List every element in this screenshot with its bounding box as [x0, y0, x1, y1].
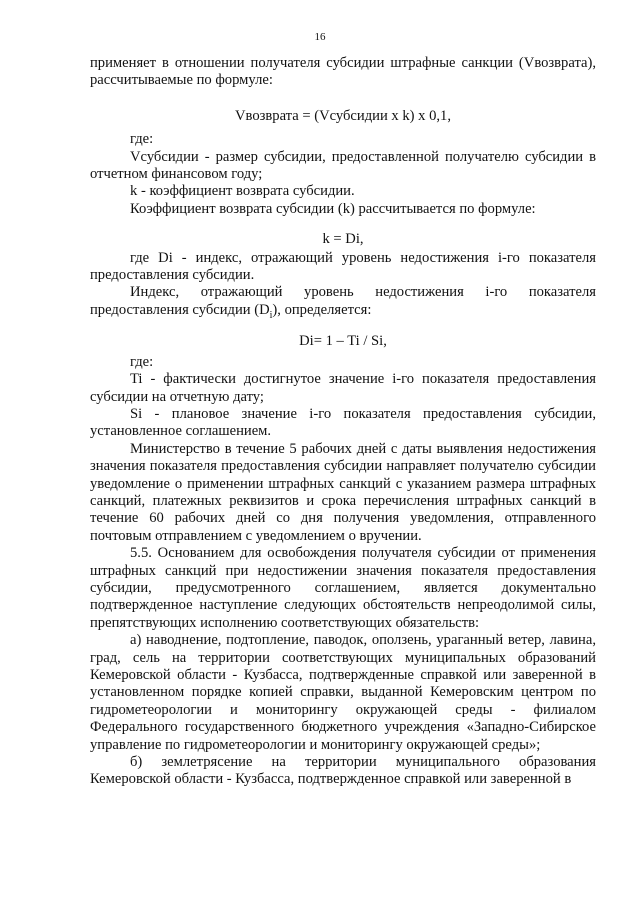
index-intro — [90, 284, 596, 319]
definition-k: k - коэффициент возврата субсидии. — [130, 183, 355, 200]
clause-5-5: 5.5. Основанием для освобождения получателя субсидии от применения штрафных санкций при недостижении значения показателя предоставления субсидии, предусмотренного соглашением, является документально подтвержденное наступление следующих обстоятельств непреодолимой силы, препятствующих исполнению соответствующих обязательств: — [90, 545, 596, 631]
document-body — [90, 55, 596, 789]
index-intro-tail: ), определяется: — [272, 301, 372, 318]
formula-return-amount: Vвозврата = (Vсубсидии x k) x 0,1, — [234, 107, 452, 124]
intro-paragraph: применяет в отношении получателя субсидии штрафные санкции (Vвозврата), рассчитываемые по формуле: — [90, 55, 596, 89]
formula-k: k = Di, — [322, 231, 364, 248]
page-number: 16 — [314, 31, 326, 43]
item-b: б) землетрясение на территории муниципального образования Кемеровской области - Кузбасса, подтвержденное справкой или заверенной в — [90, 754, 596, 788]
ministry-paragraph: Министерство в течение 5 рабочих дней с даты выявления недостижения значения показателя предоставления субсидии направляет получателю субсидии уведомление о применении штрафных санкций с указанием размера штрафных санкций, платежных реквизитов и срока перечисления штрафных санкций в течение 60 рабочих дней со дня получения уведомления, отправленного почтовым отправлением с уведомлением о вручении. — [90, 440, 596, 544]
definition-si: Si - плановое значение i-го показателя предоставления субсидии, установленное соглашением. — [90, 405, 596, 440]
index-intro-text: Индекс, отражающий уровень недостижения i-го показателя предоставления субсидии (D — [90, 284, 596, 318]
definition-ti: Ti - фактически достигнутое значение i-го показателя предоставления субсидии на отчетную дату; — [90, 371, 596, 405]
index-subscript: i — [269, 309, 273, 321]
where-label-2: где: — [130, 353, 154, 370]
definition-v-subsidy: Vсубсидии - размер субсидии, предоставленной получателю субсидии в отчетном финансовом году; — [90, 148, 596, 183]
where-label: где: — [130, 131, 154, 148]
formula-di: Di= 1 – Ti / Si, — [299, 333, 387, 350]
item-a: а) наводнение, подтопление, паводок, оползень, ураганный ветер, лавина, град, сель на территории соответствующих муниципальных образований Кемеровской области - Кузбасса, подтвержденные справкой или заверенной в установленном порядке копией справки, выданной Кемеровским центром по гидрометеорологии и мониторингу окружающей среды - филиалом Федерального государственного бюджетного учреждения «Западно-Сибирское управление по гидрометеорологии и мониторингу окружающей среды»; — [90, 632, 596, 753]
definition-di: где Di - индекс, отражающий уровень недостижения i-го показателя предоставления субсидии. — [90, 249, 596, 284]
k-formula-intro: Коэффициент возврата субсидии (k) рассчитывается по формуле: — [130, 200, 536, 217]
